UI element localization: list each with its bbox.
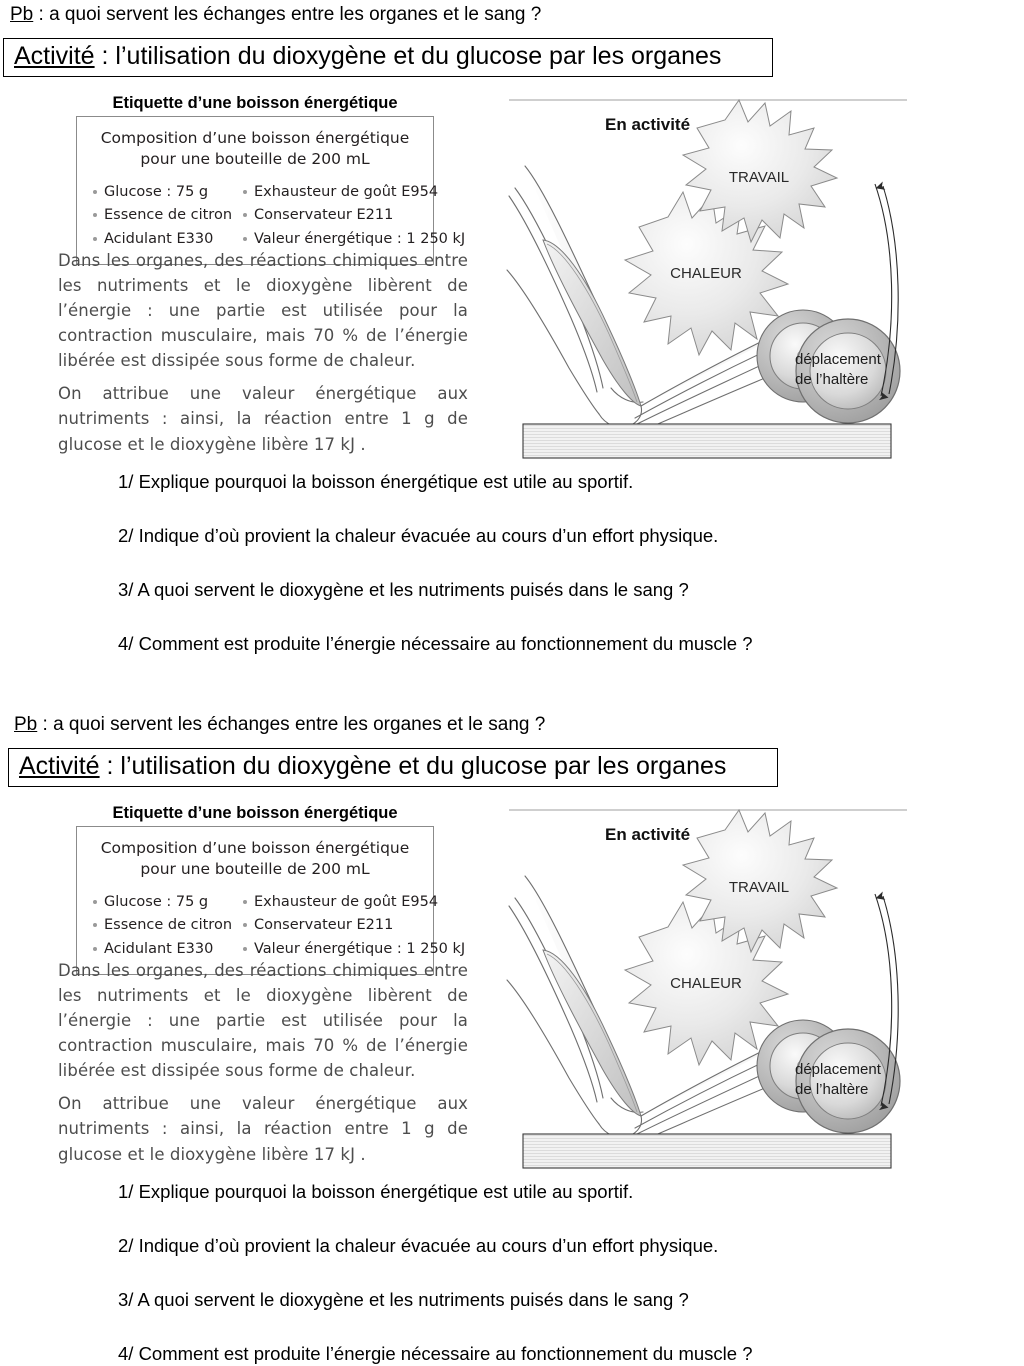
- composition-item: Essence de citron: [91, 914, 241, 937]
- composition-column-right: [241, 181, 466, 251]
- composition-item: Acidulant E330: [91, 938, 241, 961]
- composition-heading: [91, 128, 419, 170]
- figure-caption: [795, 350, 881, 389]
- figure-caption: [795, 1060, 881, 1099]
- problem-label: Pb: [10, 4, 34, 25]
- composition-column-left: [91, 181, 241, 251]
- question-item: 4/ Comment est produite l’énergie nécessaire au fonctionnement du muscle ?: [118, 1343, 753, 1365]
- figure-caption-line2: de l’haltère: [795, 1080, 869, 1098]
- body-paragraph: Dans les organes, des réactions chimiques entre les nutriments et le dioxygène libèrent de l’énergie : une partie est utilisée pour la contraction musculaire, mais 70 % de l’énergie libérée est dissipée sous forme de chaleur.: [58, 961, 468, 1081]
- problem-text: : a quoi servent les échanges entre les organes et le sang ?: [33, 4, 542, 25]
- composition-item: Valeur énergétique : 1 250 kJ: [241, 228, 456, 251]
- etiquette-title: Etiquette d’une boisson énergétique: [112, 804, 398, 822]
- figure-title-label: En activité: [605, 825, 691, 844]
- burst-heat-label: CHALEUR: [670, 265, 742, 282]
- question-item: 2/ Indique d’où provient la chaleur évacuée au cours d’un effort physique.: [118, 525, 719, 547]
- figure-caption-line2: de l’haltère: [795, 370, 869, 388]
- burst-work-label: TRAVAIL: [728, 169, 790, 186]
- composition-item: Valeur énergétique : 1 250 kJ: [241, 938, 456, 961]
- composition-columns: [91, 891, 466, 961]
- composition-card: [76, 826, 466, 975]
- figure-caption-line1: déplacement: [795, 351, 881, 368]
- activity-label: Activité: [19, 752, 100, 780]
- activity-text: : l’utilisation du dioxygène et du glucose par les organes: [99, 752, 727, 780]
- question-item: 4/ Comment est produite l’énergie nécessaire au fonctionnement du muscle ?: [118, 633, 753, 655]
- activity-line: [19, 752, 767, 781]
- composition-item: Glucose : 75 g: [91, 891, 241, 914]
- body-paragraph: Dans les organes, des réactions chimiques entre les nutriments et le dioxygène libèrent de l’énergie : une partie est utilisée pour la contraction musculaire, mais 70 % de l’énergie libérée est dissipée sous forme de chaleur.: [58, 251, 468, 371]
- composition-heading-line2: pour une bouteille de 200 mL: [140, 859, 370, 878]
- composition-item: Acidulant E330: [91, 228, 241, 251]
- activity-line: [14, 42, 762, 71]
- activity-box: [8, 748, 778, 787]
- body-text: [58, 248, 468, 457]
- composition-heading-line2: pour une bouteille de 200 mL: [140, 149, 370, 168]
- composition-card: [76, 116, 466, 265]
- composition-item: Conservateur E211: [241, 914, 456, 937]
- composition-item: Conservateur E211: [241, 204, 456, 227]
- question-item: 2/ Indique d’où provient la chaleur évacuée au cours d’un effort physique.: [118, 1235, 719, 1257]
- activity-box: [3, 38, 773, 77]
- composition-item: Exhausteur de goût E954: [241, 891, 456, 914]
- composition-item: Essence de citron: [91, 204, 241, 227]
- question-item: 1/ Explique pourquoi la boisson énergétique est utile au sportif.: [118, 1181, 634, 1202]
- activity-text: : l’utilisation du dioxygène et du glucose par les organes: [94, 42, 722, 70]
- burst-work-label: TRAVAIL: [728, 879, 790, 896]
- body-text: [58, 958, 468, 1167]
- problem-label: Pb: [14, 714, 38, 735]
- composition-column-right: [241, 891, 466, 961]
- figure-caption-line1: déplacement: [795, 1061, 881, 1078]
- muscle-activity-figure: [503, 92, 913, 467]
- composition-heading-line1: Composition d’une boisson énergétique: [100, 129, 410, 147]
- composition-heading-line1: Composition d’une boisson énergétique: [100, 839, 410, 857]
- problem-line: [14, 714, 545, 737]
- problem-line: [10, 4, 541, 27]
- problem-text: : a quoi servent les échanges entre les organes et le sang ?: [37, 714, 546, 735]
- questions-list: [118, 470, 753, 656]
- question-item: 3/ A quoi servent le dioxygène et les nutriments puisés dans le sang ?: [118, 1289, 689, 1311]
- composition-heading: [91, 838, 419, 880]
- question-item: 1/ Explique pourquoi la boisson énergétique est utile au sportif.: [118, 471, 634, 492]
- figure-title-label: En activité: [605, 115, 691, 134]
- question-item: 3/ A quoi servent le dioxygène et les nutriments puisés dans le sang ?: [118, 579, 689, 601]
- composition-item: Glucose : 75 g: [91, 181, 241, 204]
- body-paragraph: On attribue une valeur énergétique aux nutriments : ainsi, la réaction entre 1 g de glucose et le dioxygène libère 17 kJ .: [58, 384, 468, 454]
- body-paragraph: On attribue une valeur énergétique aux nutriments : ainsi, la réaction entre 1 g de glucose et le dioxygène libère 17 kJ .: [58, 1094, 468, 1164]
- burst-heat-label: CHALEUR: [670, 975, 742, 992]
- muscle-activity-figure: [503, 802, 913, 1177]
- composition-columns: [91, 181, 466, 251]
- etiquette-title: Etiquette d’une boisson énergétique: [112, 94, 398, 112]
- activity-label: Activité: [14, 42, 95, 70]
- composition-item: Exhausteur de goût E954: [241, 181, 456, 204]
- questions-list: [118, 1180, 753, 1366]
- composition-column-left: [91, 891, 241, 961]
